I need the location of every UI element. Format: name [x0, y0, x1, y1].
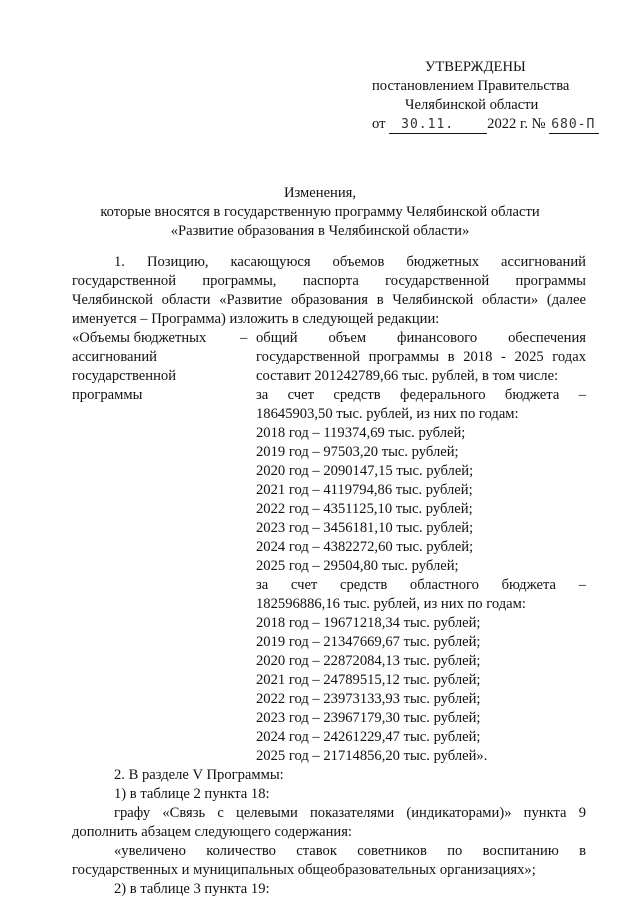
- para2-graf-line-1: графу «Связь с целевыми показателями (индикаторами)» пункта 9: [114, 805, 586, 821]
- federal-year-2018: 2018 год – 119374,69 тыс. рублей;: [256, 425, 466, 441]
- federal-year-2019: 2019 год – 97503,20 тыс. рублей;: [256, 444, 459, 460]
- regional-year-2018: 2018 год – 19671218,34 тыс. рублей;: [256, 615, 481, 631]
- regional-line-2: 182596886,16 тыс. рублей, из них по годам:: [256, 596, 526, 612]
- regional-year-2022: 2022 год – 23973133,93 тыс. рублей;: [256, 691, 481, 707]
- regional-year-2019: 2019 год – 21347669,67 тыс. рублей;: [256, 634, 481, 650]
- heading-line-2: которые вносятся в государственную программу Челябинской области: [100, 204, 540, 220]
- year-suffix: 2022 г. №: [487, 116, 546, 132]
- regional-year-2025: 2025 год – 21714856,20 тыс. рублей».: [256, 748, 488, 764]
- para1-line-4: именуется – Программа) изложить в следующей редакции:: [72, 311, 440, 327]
- federal-line-2: 18645903,50 тыс. рублей, из них по годам:: [256, 406, 519, 422]
- para2-quote-line-1: «увеличено количество ставок советников по воспитанию в: [114, 843, 586, 859]
- para1-line-2: государственной программы, паспорта государственной программы: [72, 273, 586, 289]
- heading-line-1: Изменения,: [283, 185, 357, 201]
- regional-line-1: за счет средств областного бюджета –: [256, 577, 586, 593]
- regional-year-2024: 2024 год – 24261229,47 тыс. рублей;: [256, 729, 481, 745]
- para2-item-2: 2) в таблице 3 пункта 19:: [114, 881, 270, 897]
- federal-year-2021: 2021 год – 4119794,86 тыс. рублей;: [256, 482, 473, 498]
- passport-dash: –: [240, 330, 248, 346]
- regional-year-2021: 2021 год – 24789515,12 тыс. рублей;: [256, 672, 481, 688]
- federal-year-2020: 2020 год – 2090147,15 тыс. рублей;: [256, 463, 474, 479]
- handwritten-number: 680-П: [549, 117, 599, 134]
- federal-year-2022: 2022 год – 4351125,10 тыс. рублей;: [256, 501, 473, 517]
- heading-line-3: «Развитие образования в Челябинской области»: [170, 223, 470, 239]
- approval-line-2: Челябинской области: [405, 97, 539, 113]
- federal-year-2023: 2023 год – 3456181,10 тыс. рублей;: [256, 520, 474, 536]
- para2-graf-line-2: дополнить абзацем следующего содержания:: [72, 824, 352, 840]
- para2-line-1: 2. В разделе V Программы:: [114, 767, 284, 783]
- handwritten-date: 30.11.: [389, 117, 487, 134]
- para2-item-1: 1) в таблице 2 пункта 18:: [114, 786, 270, 802]
- para1-line-1: 1. Позицию, касающуюся объемов бюджетных ассигнований: [114, 254, 586, 270]
- approval-title: УТВЕРЖДЕНЫ: [425, 59, 526, 75]
- date-prefix: от: [372, 116, 386, 132]
- passport-left-line-4: программы: [72, 387, 143, 403]
- regional-year-2023: 2023 год – 23967179,30 тыс. рублей;: [256, 710, 481, 726]
- passport-left-line-2: ассигнований: [72, 349, 157, 365]
- federal-year-2025: 2025 год – 29504,80 тыс. рублей;: [256, 558, 459, 574]
- para2-quote-line-2: государственных и муниципальных общеобразовательных организациях»;: [72, 862, 536, 878]
- total-line-3: составит 201242789,66 тыс. рублей, в том числе:: [256, 368, 559, 384]
- regional-year-2020: 2020 год – 22872084,13 тыс. рублей;: [256, 653, 481, 669]
- total-line-1: общий объем финансового обеспечения: [256, 330, 586, 346]
- federal-year-2024: 2024 год – 4382272,60 тыс. рублей;: [256, 539, 474, 555]
- approval-line-1: постановлением Правительства: [372, 78, 570, 94]
- approval-date-line: [372, 115, 599, 134]
- total-line-2: государственной программы в 2018 - 2025 годах: [256, 349, 586, 365]
- federal-line-1: за счет средств федерального бюджета –: [256, 387, 586, 403]
- para1-line-3: Челябинской области «Развитие образования в Челябинской области» (далее: [72, 292, 586, 308]
- passport-left-line-1: «Объемы бюджетных: [72, 330, 207, 346]
- passport-left-line-3: государственной: [72, 368, 177, 384]
